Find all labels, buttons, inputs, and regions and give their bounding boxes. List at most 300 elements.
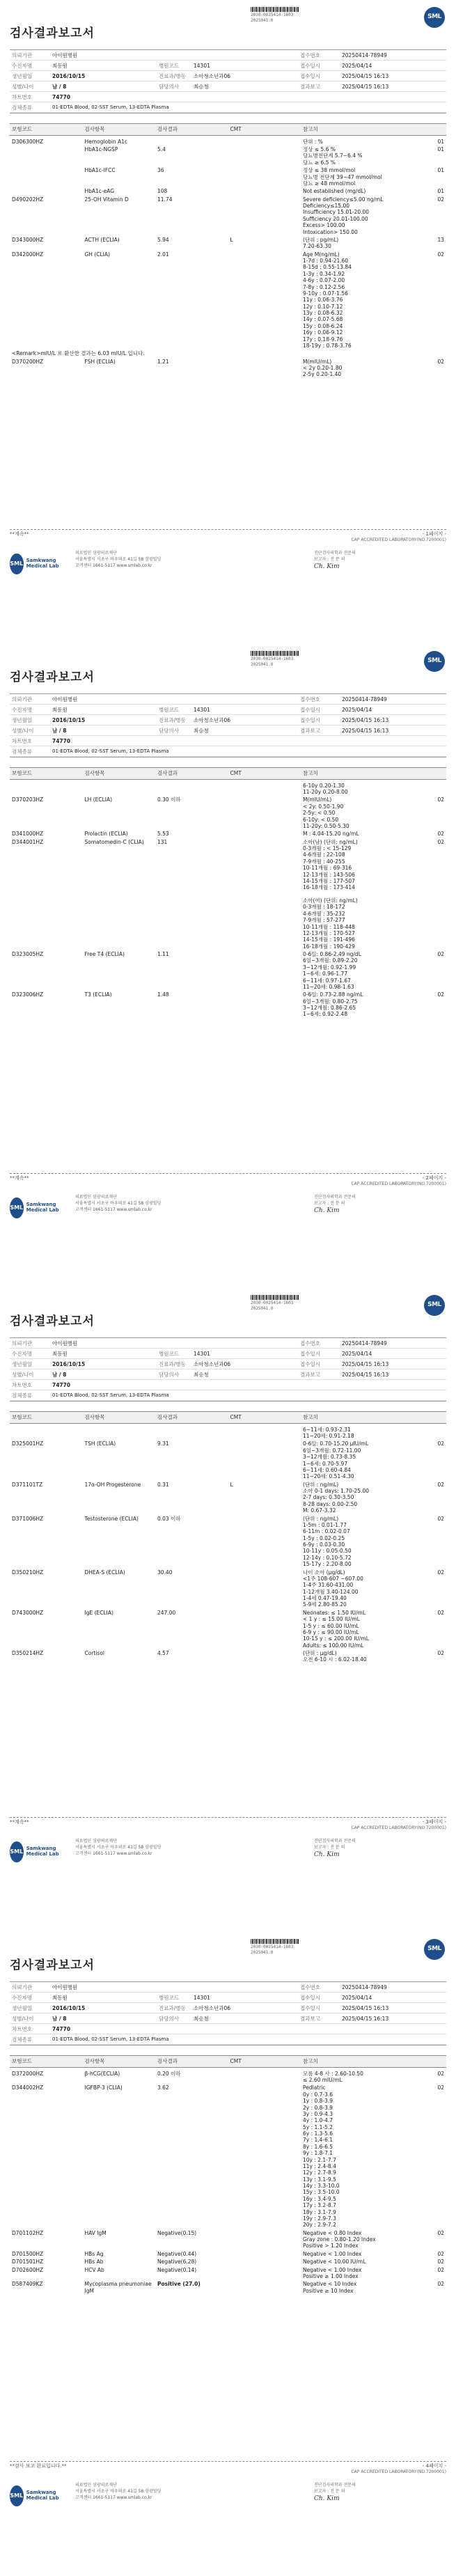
- cell-value: 3.62: [157, 2084, 169, 2091]
- footer-signature: [314, 1838, 446, 1860]
- cell-reference: [301, 830, 374, 838]
- reference-line: Adults: ≤ 100.00 IU/mL: [303, 1642, 364, 1649]
- cell-unit: 02: [437, 2250, 444, 2257]
- header-unit: [374, 124, 447, 135]
- footer-address: [68, 1838, 314, 1857]
- patient-info-grid: [10, 49, 446, 113]
- cell-name: IGFBP-3 (CLIA): [84, 2084, 123, 2091]
- label-specimen: 검체종류: [10, 746, 50, 757]
- reference-line: 당뇨병전단계 5.7~6.4 %: [303, 152, 363, 159]
- cell-value: 11.74: [157, 196, 173, 203]
- sml-footer-logo-icon: SML: [10, 1197, 24, 1218]
- page-footer: [10, 2482, 446, 2524]
- label-dept: 진료과/병동: [157, 1359, 191, 1369]
- reference-line: 18-19y : 0.78-3.76: [303, 342, 352, 349]
- cell-code: D701102HZ: [12, 2229, 44, 2236]
- sml-footer-logo-icon: SML: [10, 1841, 24, 1862]
- value-patient: 최동원: [50, 61, 157, 71]
- cell-code: [10, 1423, 83, 1440]
- cell-code: D370203HZ: [12, 796, 44, 803]
- reference-line: [303, 891, 372, 897]
- header-ref: 참고치: [301, 768, 374, 779]
- value-specimen: 01-EDTA Blood, 02-SST Serum, 13-EDTA Plasma: [50, 102, 446, 113]
- reference-line: 6-10y: < 0.50: [303, 816, 339, 823]
- cell-reference: [301, 950, 374, 991]
- footer-addr-1: 의료법인 삼광의료재단: [75, 551, 117, 556]
- report-title: 검사결과보고서: [10, 1314, 95, 1328]
- reference-line: Positive > 1.20 Index: [303, 2243, 359, 2249]
- cell-code: D323005HZ: [12, 951, 44, 957]
- footer-addr-3: 고객센터 1661-5117 www.smlab.co.kr: [75, 563, 152, 568]
- cell-cmt: [228, 2266, 301, 2281]
- reference-line: M: 0.67-3.32: [303, 1507, 336, 1514]
- reference-line: 소아(남) (단위: ng/mL): [303, 838, 358, 845]
- cell-value: 1.48: [157, 991, 169, 998]
- label-birth: 생년월일: [10, 71, 50, 81]
- cell-cmt: [228, 1423, 301, 1440]
- footer-addr-2: 서울특별시 서초구 바우뫼로 41길 58 삼광빌딩: [75, 1201, 162, 1206]
- signature-image: Ch. Kim: [314, 2495, 340, 2502]
- header-cmt: CMT: [228, 768, 301, 779]
- page-footer: [10, 1194, 446, 1236]
- cell-cmt: [228, 2084, 301, 2229]
- value-dept: 소아청소년과06: [191, 715, 298, 725]
- label-chart-no: 차트번호: [10, 1380, 50, 1390]
- footer-sign-1: 진단검사의학과 전문의: [314, 1839, 356, 1844]
- value-doctor: 최승청: [191, 81, 298, 92]
- reference-line: 1-5 y : ≤ 60.00 IU/mL: [303, 1622, 359, 1629]
- page-continue-bar: [10, 1817, 446, 1825]
- cell-unit: 02: [437, 1650, 444, 1656]
- top-code: 2030-0025414-1603: [251, 13, 294, 17]
- reference-line: < 1 y : ≤ 15.00 IU/mL: [303, 1616, 360, 1623]
- reference-line: 0-6일: 0.70-15.20 μIU/mL: [303, 1440, 369, 1447]
- cell-unit: 02: [437, 838, 444, 845]
- value-birth: 2016/10/15: [50, 2003, 157, 2013]
- table-row: [10, 1515, 446, 1569]
- footer-signature: [314, 550, 446, 572]
- value-chart-no: 74770: [50, 736, 157, 746]
- reference-line: 8-28 days: 0.00-2.50: [303, 1500, 358, 1507]
- table-row: [10, 2250, 446, 2258]
- cell-cmt: [228, 166, 301, 187]
- cell-reference: [301, 1609, 374, 1649]
- reference-line: 3~12개월: 0.86-2.65: [303, 1005, 356, 1011]
- reference-line: 6일~3개월: 0.72-11.00: [303, 1447, 361, 1454]
- footer-lab-name: Samkwang Medical Lab: [26, 2490, 59, 2501]
- reference-line: Negative < 0.80 Index: [303, 2229, 362, 2236]
- cell-code: D371101TZ: [12, 1481, 43, 1488]
- reference-line: Pediatric: [303, 2084, 326, 2091]
- continue-text: **계속**: [10, 531, 29, 537]
- table-row: [10, 236, 446, 251]
- table-row: [10, 358, 446, 379]
- cell-reference: [301, 2266, 374, 2281]
- footer-address: [68, 1194, 314, 1213]
- barcode-area: [251, 1295, 299, 1312]
- cell-name: Prolactin (ECLIA): [84, 831, 128, 838]
- reference-line: (단위 : ng/mL): [303, 1515, 339, 1522]
- table-row: [10, 950, 446, 991]
- cell-cmt: [228, 251, 301, 350]
- table-row: [10, 146, 446, 166]
- cell-value: 108: [157, 188, 168, 195]
- reference-line: 나이 소아 (μg/dL): [303, 1569, 345, 1576]
- header-code: 보험코드: [10, 768, 83, 779]
- label-receipt-date-2: 접수일시: [298, 2003, 340, 2013]
- value-reg-no: 20250414-78949: [340, 1982, 446, 1993]
- value-reg-no: 20250414-78949: [340, 50, 446, 61]
- cell-unit: 02: [437, 1481, 444, 1488]
- value-chart-no: 74770: [50, 92, 157, 102]
- cell-unit: 01: [437, 138, 444, 145]
- value-doctor: 최승청: [191, 725, 298, 736]
- cell-name: HBs Ag: [84, 2250, 104, 2257]
- footer-logo: [10, 1838, 68, 1866]
- footer-addr-1: 의료법인 삼광의료재단: [75, 1839, 117, 1844]
- reference-line: 13y : 0.08-6.32: [303, 310, 343, 316]
- value-report-date: 2025/04/15 16:13: [340, 2013, 446, 2024]
- value-receipt-date-2: 2025/04/15 16:13: [340, 1359, 446, 1369]
- cell-name: Free T4 (ECLIA): [84, 951, 125, 957]
- cell-reference: [301, 2258, 374, 2265]
- reference-line: Negative < 1.00 Index: [303, 2266, 362, 2273]
- value-hospital: 아이원병원: [50, 1982, 157, 1993]
- cell-value: 0.31: [157, 1481, 169, 1488]
- reference-line: (단위 : μg/dL): [303, 1650, 337, 1656]
- cell-reference: [301, 187, 374, 195]
- reference-line: 11y : 0.06-3.76: [303, 297, 343, 304]
- cell-cmt: [228, 196, 301, 236]
- header-ref: 참고치: [301, 2056, 374, 2067]
- header-value: 검사결과: [155, 124, 228, 135]
- cell-cmt: [228, 950, 301, 991]
- value-birth: 2016/10/15: [50, 71, 157, 81]
- cell-unit: 02: [437, 951, 444, 957]
- signature-image: Ch. Kim: [314, 563, 340, 570]
- table-row: [10, 1609, 446, 1649]
- reference-line: 단위 : %: [303, 138, 323, 145]
- label-chart-no: 차트번호: [10, 736, 50, 746]
- reference-line: 4-6y : 0.07-2.00: [303, 277, 345, 284]
- cell-unit: [374, 779, 447, 796]
- reference-line: 0y : 0.7-3.6: [303, 2091, 333, 2098]
- cell-code: D344002HZ: [12, 2084, 44, 2091]
- cell-cmt: [228, 2280, 301, 2295]
- cell-name: 17α-OH Progesterone: [84, 1481, 141, 1488]
- barcode-icon: [251, 7, 299, 12]
- cell-reference: [301, 358, 374, 379]
- table-row: [10, 1481, 446, 1515]
- cell-code: D701501HZ: [12, 2259, 44, 2265]
- reference-line: 1-12개월 3.40-124.00: [303, 1588, 359, 1595]
- cell-value: 5.94: [157, 236, 169, 243]
- table-row: [10, 187, 446, 195]
- reference-line: 2-7 days: 0.30-3.50: [303, 1494, 354, 1501]
- reference-line: 1-5y : 0.02-0.25: [303, 1534, 345, 1541]
- reference-line: 6~11세: 0.97-1.67: [303, 977, 351, 984]
- value-hospital: 아이원병원: [50, 50, 157, 61]
- report-title: 검사결과보고서: [10, 670, 95, 684]
- reference-line: < 2y: 0.50-1.90: [303, 803, 344, 810]
- cell-unit: 02: [437, 2281, 444, 2288]
- reference-line: 5y : 1.1-5.2: [303, 2123, 333, 2130]
- cell-unit: 02: [437, 1515, 444, 1522]
- cell-code: D350214HZ: [12, 1650, 44, 1656]
- label-report-date: 결과보고: [298, 81, 340, 92]
- table-row: [10, 350, 446, 357]
- table-row: [10, 991, 446, 1019]
- value-patient: 최동원: [50, 705, 157, 715]
- table-row: [10, 1423, 446, 1440]
- label-hospital: 의뢰기관: [10, 50, 50, 61]
- label-receipt-date-2: 접수일시: [298, 1359, 340, 1369]
- label-org-code: 병원코드: [157, 705, 191, 715]
- reference-line: 당뇨 ≥ 48 mmol/mol: [303, 180, 356, 187]
- cell-value: 9.31: [157, 1440, 169, 1447]
- footer-address: [68, 550, 314, 569]
- cell-name: FSH (ECLIA): [84, 358, 116, 365]
- cell-reference: [301, 1440, 374, 1480]
- reference-line: 2y : 0.8-3.9: [303, 2104, 333, 2111]
- top-code: 2030-0025414-1603: [251, 1945, 294, 1949]
- reference-line: 3~12개월: 0.92-1.99: [303, 964, 356, 971]
- value-birth: 2016/10/15: [50, 715, 157, 725]
- results-table: [10, 1411, 446, 1664]
- reference-line: 1~6세: 0.96-1.77: [303, 971, 348, 977]
- reference-line: Excess> 100.00: [303, 222, 345, 229]
- top-code-2: 2025041.0: [251, 1949, 274, 1955]
- cell-reference: [301, 251, 374, 350]
- label-hospital: 의뢰기관: [10, 694, 50, 705]
- page-number: - 3페이지 -: [422, 1819, 446, 1825]
- cap-caption: CAP ACCREDITED LABORATORY(NO.7200001): [351, 537, 446, 542]
- results-header-row: [10, 768, 446, 779]
- cell-cmt: [228, 1649, 301, 1664]
- reference-line: 4-6개월 : 35-232: [303, 910, 345, 917]
- reference-line: 14-15개월 : 177-507: [303, 877, 355, 884]
- cell-cmt: [228, 358, 301, 379]
- label-receipt-date: 접수일시: [298, 1993, 340, 2003]
- header-code: 보험코드: [10, 1412, 83, 1423]
- value-org-code: 14301: [191, 1993, 298, 2003]
- value-specimen: 01-EDTA Blood, 02-SST Serum, 13-EDTA Plasma: [50, 1390, 446, 1401]
- footer-sign-2: 보고자 : 전 문 의: [314, 2489, 345, 2494]
- cell-unit: 01: [437, 167, 444, 174]
- cell-value: Positive (27.0): [157, 2281, 201, 2288]
- cell-reference: [301, 196, 384, 236]
- reference-line: 모름 4-8 사 : 2.60-10.50: [303, 2070, 363, 2077]
- reference-line: (단위 : ng/mL): [303, 1481, 339, 1488]
- cell-reference: [301, 1649, 374, 1664]
- cell-code: D341000HZ: [12, 831, 44, 838]
- cell-unit: 02: [437, 2084, 444, 2091]
- cell-code: D306300HZ: [12, 138, 44, 145]
- cell-code: D350210HZ: [12, 1569, 44, 1576]
- label-receipt-date: 접수일시: [298, 61, 340, 71]
- cell-code: D343000HZ: [12, 236, 44, 243]
- cell-code: [10, 146, 83, 166]
- reference-line: 7-9개월 : 40-255: [303, 858, 345, 865]
- cell-name: HAV IgM: [84, 2229, 107, 2236]
- cell-reference: [301, 1515, 374, 1569]
- label-reg-no: 접수번호: [298, 694, 340, 705]
- reference-line: Sufficiency 20.01-100.00: [303, 215, 368, 222]
- label-dept: 진료과/병동: [157, 715, 191, 725]
- value-specimen: 01-EDTA Blood, 02-SST Serum, 13-EDTA Plasma: [50, 2034, 446, 2045]
- footer-addr-3: 고객센터 1661-5117 www.smlab.co.kr: [75, 1851, 152, 1856]
- cell-cmt: [228, 1609, 301, 1649]
- reference-line: 18y : 3.1-7.9: [303, 2208, 336, 2215]
- label-specimen: 검체종류: [10, 1390, 50, 1401]
- cell-unit: 02: [437, 2070, 444, 2077]
- header-unit: [374, 768, 447, 779]
- cell-value: [155, 135, 228, 146]
- cell-cmt: [228, 779, 301, 796]
- reference-line: 14y : 0.07-5.68: [303, 316, 343, 323]
- barcode-area: [251, 651, 299, 668]
- cell-value: 36: [157, 167, 164, 174]
- reference-line: 19y : 2.9-7.3: [303, 2215, 336, 2222]
- header-code: 보험코드: [10, 2056, 83, 2067]
- footer-addr-2: 서울특별시 서초구 바우뫼로 41길 58 삼광빌딩: [75, 1845, 162, 1850]
- top-code: 2030-0025414-1603: [251, 1301, 294, 1305]
- results-table: [10, 767, 446, 1019]
- reference-line: 11~20세: 0.91-2.18: [303, 1433, 354, 1439]
- cell-reference: [301, 991, 374, 1019]
- cell-code: D370200HZ: [12, 358, 44, 365]
- page-number: - 1페이지 -: [422, 531, 446, 537]
- barcode-icon: [251, 1939, 299, 1944]
- reference-line: 정상 ≤ 38 mmol/mol: [303, 167, 356, 174]
- sml-logo-icon: SML: [424, 7, 445, 28]
- value-receipt-date: 2025/04/14: [340, 705, 446, 715]
- value-receipt-date: 2025/04/14: [340, 1349, 446, 1359]
- cell-code: D702600HZ: [12, 2266, 44, 2273]
- value-doctor: 최승청: [191, 1369, 298, 1380]
- cell-value: 4.57: [157, 1650, 169, 1656]
- value-patient: 최동원: [50, 1993, 157, 2003]
- results-header-row: [10, 124, 446, 135]
- reference-line: Positive ≥ 1.00 Index: [303, 2272, 359, 2279]
- reference-line: 당뇨병 전단계 39~47 mmol/mol: [303, 173, 382, 180]
- label-patient: 수진자명: [10, 1349, 50, 1359]
- value-doctor: 최승청: [191, 2013, 298, 2024]
- page-continue-bar: [10, 2461, 446, 2469]
- value-dept: 소아청소년과06: [191, 1359, 298, 1369]
- reference-line: 12y : 0.10-7.12: [303, 303, 343, 310]
- reference-line: 20y : 2.9-7.2: [303, 2222, 336, 2229]
- report-page: [0, 0, 456, 644]
- report-page: [0, 1932, 456, 2576]
- cell-reference: [301, 166, 382, 187]
- cell-code: D587409KZ: [12, 2281, 43, 2288]
- cell-unit: 02: [437, 991, 444, 998]
- value-org-code: 14301: [191, 61, 298, 71]
- cell-name: Cortisol: [84, 1650, 105, 1656]
- footer-logo: [10, 550, 68, 578]
- cell-cmt: [228, 991, 301, 1019]
- header-cmt: CMT: [228, 2056, 301, 2067]
- footer-addr-2: 서울특별시 서초구 바우뫼로 41길 58 삼광빌딩: [75, 557, 162, 562]
- cell-value: 0.03 이하: [157, 1515, 181, 1522]
- reference-line: 7-9개월 : 57-277: [303, 917, 345, 924]
- cell-value: 5.53: [157, 831, 169, 838]
- value-sex-age: 남 / 8: [50, 725, 157, 736]
- reference-line: 6y : 1.3-5.6: [303, 2130, 333, 2137]
- reference-line: 0-6일: 0.86-2.49 ng/dL: [303, 951, 361, 957]
- reference-line: 10-11개월 : 118-448: [303, 923, 355, 930]
- value-chart-no: 74770: [50, 1380, 157, 1390]
- reference-line: 0-6일: 0.73-2.88 ng/mL: [303, 991, 363, 998]
- label-receipt-date: 접수일시: [298, 1349, 340, 1359]
- table-row: [10, 2229, 446, 2250]
- sml-logo-icon: SML: [424, 1939, 445, 1960]
- reference-line: Negative < 1.00 Index: [303, 2250, 362, 2257]
- reference-line: 11y : 2.4-8.4: [303, 2162, 336, 2169]
- cell-cmt: [228, 1515, 301, 1569]
- cell-value: 1.11: [157, 951, 169, 957]
- cell-name: Testosterone (ECLIA): [84, 1515, 139, 1522]
- cell-name: ACTH (ECLIA): [84, 236, 120, 243]
- reference-line: Negative < 10 Index: [303, 2281, 357, 2288]
- cell-unit: 02: [437, 1569, 444, 1576]
- reference-line: 13y : 3.1-9.5: [303, 2176, 336, 2183]
- cell-name: T3 (ECLIA): [84, 991, 112, 998]
- reference-line: 12y : 2.7-8.9: [303, 2169, 336, 2176]
- cell-name: GH (CLIA): [84, 251, 110, 258]
- label-sex-age: 성별/나이: [10, 725, 50, 736]
- label-report-date: 결과보고: [298, 725, 340, 736]
- footer-signature: [314, 1194, 446, 1216]
- cap-caption: CAP ACCREDITED LABORATORY(NO.7200001): [351, 1825, 446, 1830]
- label-receipt-date-2: 접수일시: [298, 71, 340, 81]
- value-report-date: 2025/04/15 16:13: [340, 1369, 446, 1380]
- reference-line: Positive ≥ 10 Index: [303, 2287, 354, 2294]
- reference-line: 정상 ≤ 5.6 %: [303, 146, 336, 152]
- cell-cmt: [228, 2250, 301, 2258]
- reference-line: 6일~3개월: 0.80-2.75: [303, 998, 358, 1005]
- label-reg-no: 접수번호: [298, 1982, 340, 1993]
- header-value: 검사결과: [155, 2056, 228, 2067]
- header-value: 검사결과: [155, 768, 228, 779]
- cell-cmt: L: [230, 1481, 233, 1488]
- cell-reference: [301, 2229, 374, 2250]
- reference-line: 12-13개월 : 170-527: [303, 929, 355, 936]
- cell-value: 0.20 이하: [157, 2070, 181, 2077]
- footer-lab-name: Samkwang Medical Lab: [26, 558, 59, 569]
- header-code: 보험코드: [10, 124, 83, 135]
- table-row: [10, 2266, 446, 2281]
- cell-unit: 02: [437, 2266, 444, 2273]
- value-specimen: 01-EDTA Blood, 02-SST Serum, 13-EDTA Plasma: [50, 746, 446, 757]
- reference-line: Negative < 10.00 IU/mL: [303, 2259, 366, 2265]
- reference-line: M(mIU/mL): [303, 796, 332, 803]
- reference-line: 3~12개월: 0.73-8.35: [303, 1454, 356, 1461]
- header-unit: [374, 2056, 447, 2067]
- footer-lab-name: Samkwang Medical Lab: [26, 1846, 59, 1857]
- label-birth: 생년월일: [10, 1359, 50, 1369]
- signature-image: Ch. Kim: [314, 1851, 340, 1858]
- cell-reference: [301, 1423, 374, 1440]
- cell-reference: [301, 236, 374, 251]
- page-number: - 4페이지 -: [422, 2463, 446, 2469]
- cell-name: Hemoglobin A1c: [84, 138, 128, 145]
- footer-address: [68, 2482, 314, 2501]
- reference-line: 5-9세 2.80-85.20: [303, 1601, 347, 1608]
- label-doctor: 담당의사: [157, 725, 191, 736]
- value-org-code: 14301: [191, 705, 298, 715]
